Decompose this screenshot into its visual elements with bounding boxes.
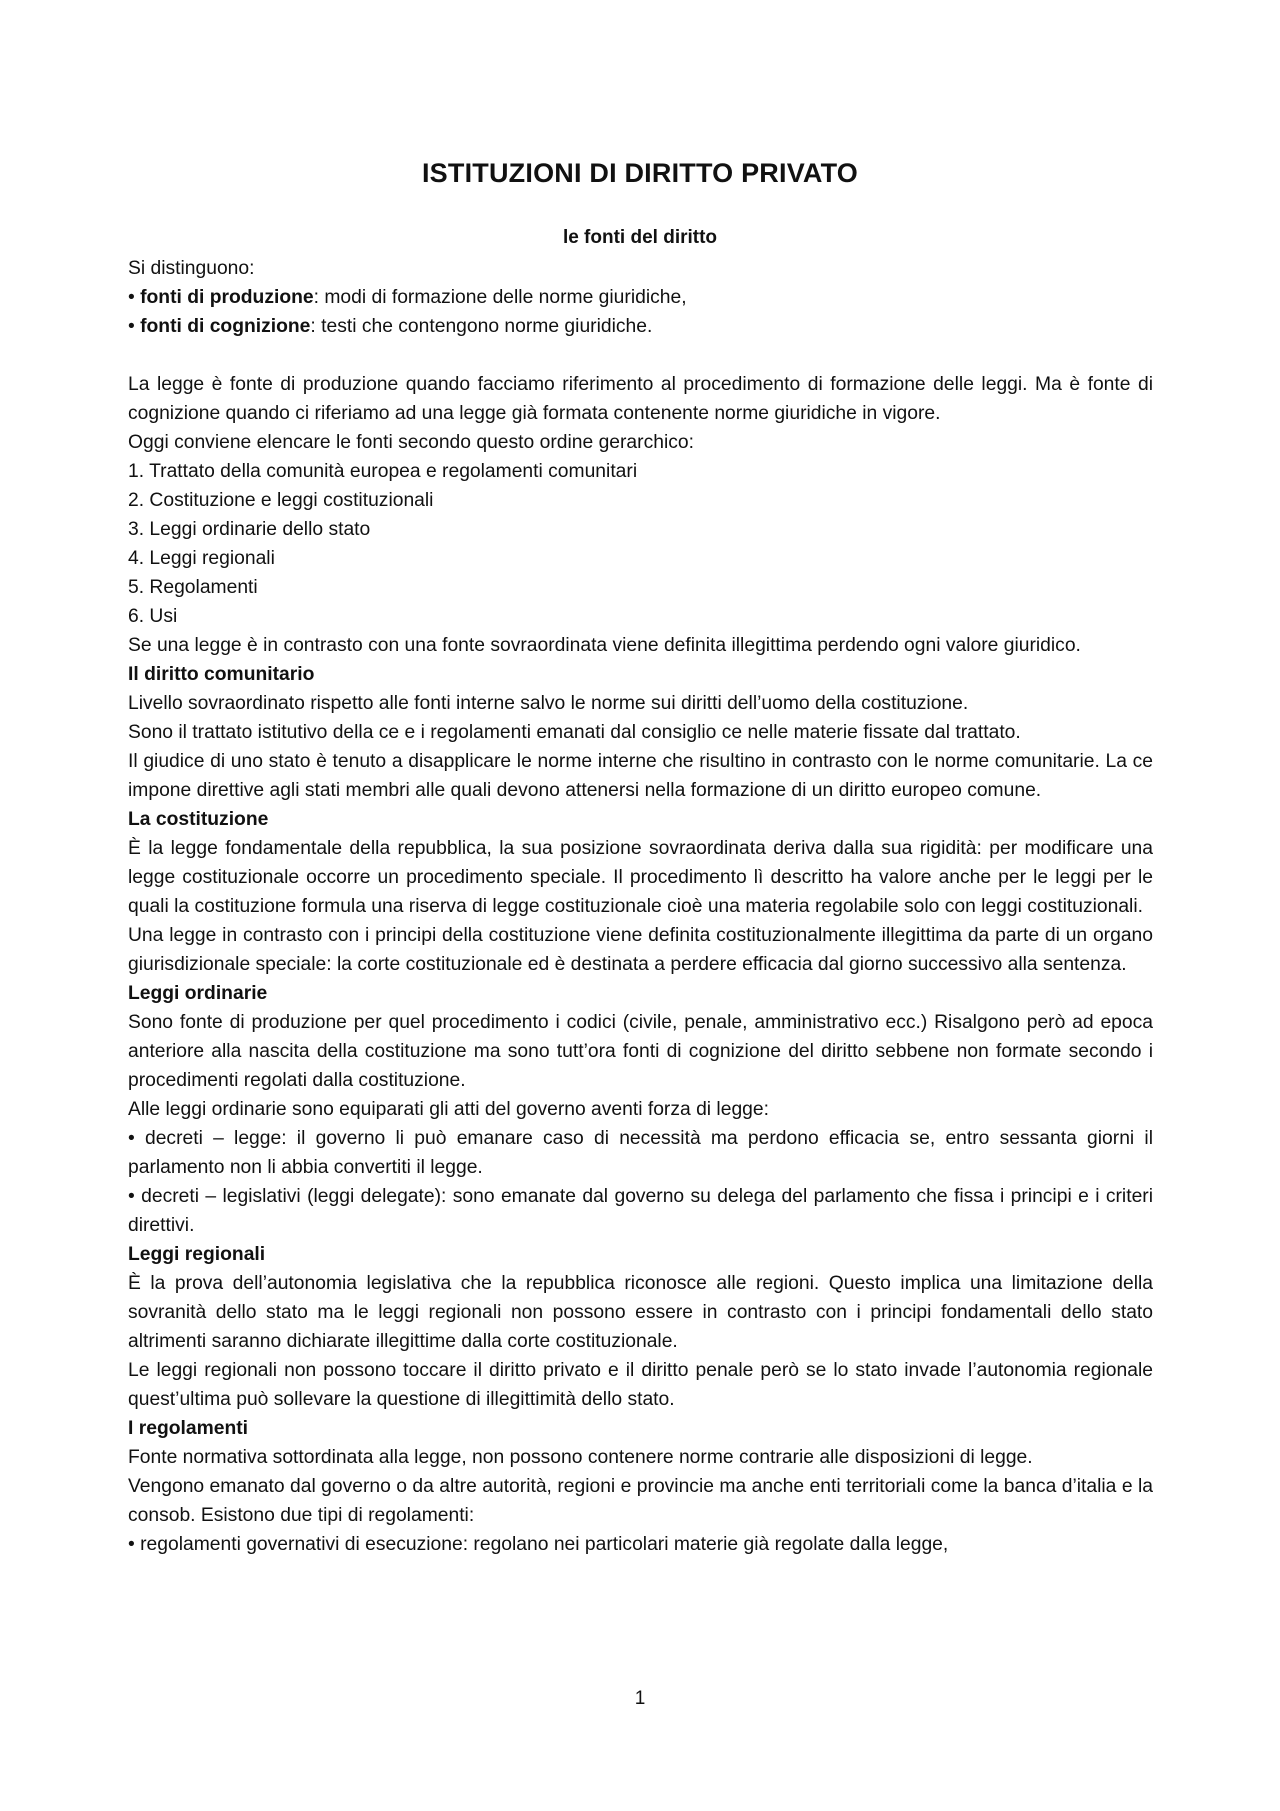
term-fonti-cognizione: fonti di cognizione bbox=[140, 316, 311, 337]
document-body bbox=[128, 254, 1153, 1559]
list-item: 6. Usi bbox=[128, 606, 178, 627]
paragraph-regolamenti-1: Fonte normativa sottordinata alla legge, non possono contenere norme contrarie alle disposizioni di legge. bbox=[128, 1447, 1033, 1468]
document-subtitle: le fonti del diritto bbox=[562, 227, 718, 248]
heading-leggi-regionali: Leggi regionali bbox=[128, 1244, 266, 1265]
list-item: 2. Costituzione e leggi costituzionali bbox=[128, 490, 434, 511]
heading-costituzione: La costituzione bbox=[128, 809, 269, 830]
paragraph-legge: La legge è fonte di produzione quando facciamo riferimento al procedimento di formazione delle leggi. Ma è fonte di cognizione quando ci riferiamo ad una legge già formata contenente norme giuridiche in vigore. bbox=[128, 374, 1153, 424]
bullet-decreti-legislativi: • decreti – legislativi (leggi delegate): sono emanate dal governo su delega del parlamento che fissa i principi e i criteri direttivi. bbox=[128, 1186, 1153, 1236]
page-number: 1 bbox=[634, 1688, 646, 1709]
heading-diritto-comunitario: Il diritto comunitario bbox=[128, 664, 315, 685]
list-item: 4. Leggi regionali bbox=[128, 548, 275, 569]
list-item: 3. Leggi ordinarie dello stato bbox=[128, 519, 371, 540]
def-fonti-produzione: : modi di formazione delle norme giuridiche, bbox=[313, 287, 687, 308]
paragraph-regionali-2: Le leggi regionali non possono toccare il diritto privato e il diritto penale però se lo stato invade l’autonomia regionale quest’ultima può sollevare la questione di illegittimità dello stato. bbox=[128, 1360, 1153, 1410]
term-fonti-produzione: fonti di produzione bbox=[140, 287, 314, 308]
paragraph-contrasto: Se una legge è in contrasto con una fonte sovraordinata viene definita illegittima perdendo ogni valore giuridico. bbox=[128, 635, 1081, 656]
bullet-decreti-legge: • decreti – legge: il governo li può emanare caso di necessità ma perdono efficacia se, entro sessanta giorni il parlamento non li abbia convertiti il legge. bbox=[128, 1128, 1153, 1178]
blank-line bbox=[128, 341, 1153, 370]
heading-regolamenti: I regolamenti bbox=[128, 1418, 248, 1439]
paragraph-comunitario-3: Il giudice di uno stato è tenuto a disapplicare le norme interne che risultino in contrasto con le norme comunitarie. La ce impone direttive agli stati membri alle quali devono attenersi nella formazione di un diritto europeo comune. bbox=[128, 751, 1153, 801]
bullet-regolamenti-esecuzione: • regolamenti governativi di esecuzione: regolano nei particolari materie già regolate dalla legge, bbox=[128, 1534, 949, 1555]
paragraph-comunitario-1: Livello sovraordinato rispetto alle fonti interne salvo le norme sui diritti dell’uomo della costituzione. bbox=[128, 693, 969, 714]
intro-line: Si distinguono: bbox=[128, 258, 255, 279]
intro-bullet-cognizione: • fonti di cognizione: testi che contengono norme giuridiche. bbox=[128, 316, 653, 337]
paragraph-ordinarie-2: Alle leggi ordinarie sono equiparati gli atti del governo aventi forza di legge: bbox=[128, 1099, 769, 1120]
paragraph-comunitario-2: Sono il trattato istitutivo della ce e i regolamenti emanati dal consiglio ce nelle materie fissate dal trattato. bbox=[128, 722, 1021, 743]
intro-bullet-produzione: • fonti di produzione: modi di formazione delle norme giuridiche, bbox=[128, 287, 687, 308]
paragraph-regionali-1: È la prova dell’autonomia legislativa che la repubblica riconosce alle regioni. Questo implica una limitazione della sovranità dello stato ma le leggi regionali non possono essere in contrasto con i principi fondamentali dello stato altrimenti saranno dichiarate illegittime dalla corte costituzionale. bbox=[128, 1273, 1153, 1352]
list-item: 5. Regolamenti bbox=[128, 577, 258, 598]
paragraph-ordinarie-1: Sono fonte di produzione per quel procedimento i codici (civile, penale, amministrativo ecc.) Risalgono però ad epoca anteriore alla nascita della costituzione ma sono tutt’ora fonti di cognizione del diritto sebbene non formate secondo i procedimenti regolati dalla costituzione. bbox=[128, 1012, 1153, 1091]
document-title: ISTITUZIONI DI DIRITTO PRIVATO bbox=[421, 158, 858, 188]
paragraph-costituzione-1: È la legge fondamentale della repubblica, la sua posizione sovraordinata deriva dalla sua rigidità: per modificare una legge costituzionale occorre un procedimento speciale. Il procedimento lì descritto ha valore anche per le leggi per le quali la costituzione formula una riserva di legge costituzionale cioè una materia regolabile solo con leggi costituzionali. bbox=[128, 838, 1153, 917]
paragraph-costituzione-2: Una legge in contrasto con i principi della costituzione viene definita costituzionalmente illegittima da parte di un organo giurisdizionale speciale: la corte costituzionale ed è destinata a perdere efficacia dal giorno successivo alla sentenza. bbox=[128, 925, 1153, 975]
heading-leggi-ordinarie: Leggi ordinarie bbox=[128, 983, 268, 1004]
list-item: 1. Trattato della comunità europea e regolamenti comunitari bbox=[128, 461, 638, 482]
def-fonti-cognizione: : testi che contengono norme giuridiche. bbox=[310, 316, 653, 337]
paragraph-regolamenti-2: Vengono emanato dal governo o da altre autorità, regioni e provincie ma anche enti territoriali come la banca d’italia e la consob. Esistono due tipi di regolamenti: bbox=[128, 1476, 1153, 1526]
order-intro: Oggi conviene elencare le fonti secondo questo ordine gerarchico: bbox=[128, 432, 694, 453]
